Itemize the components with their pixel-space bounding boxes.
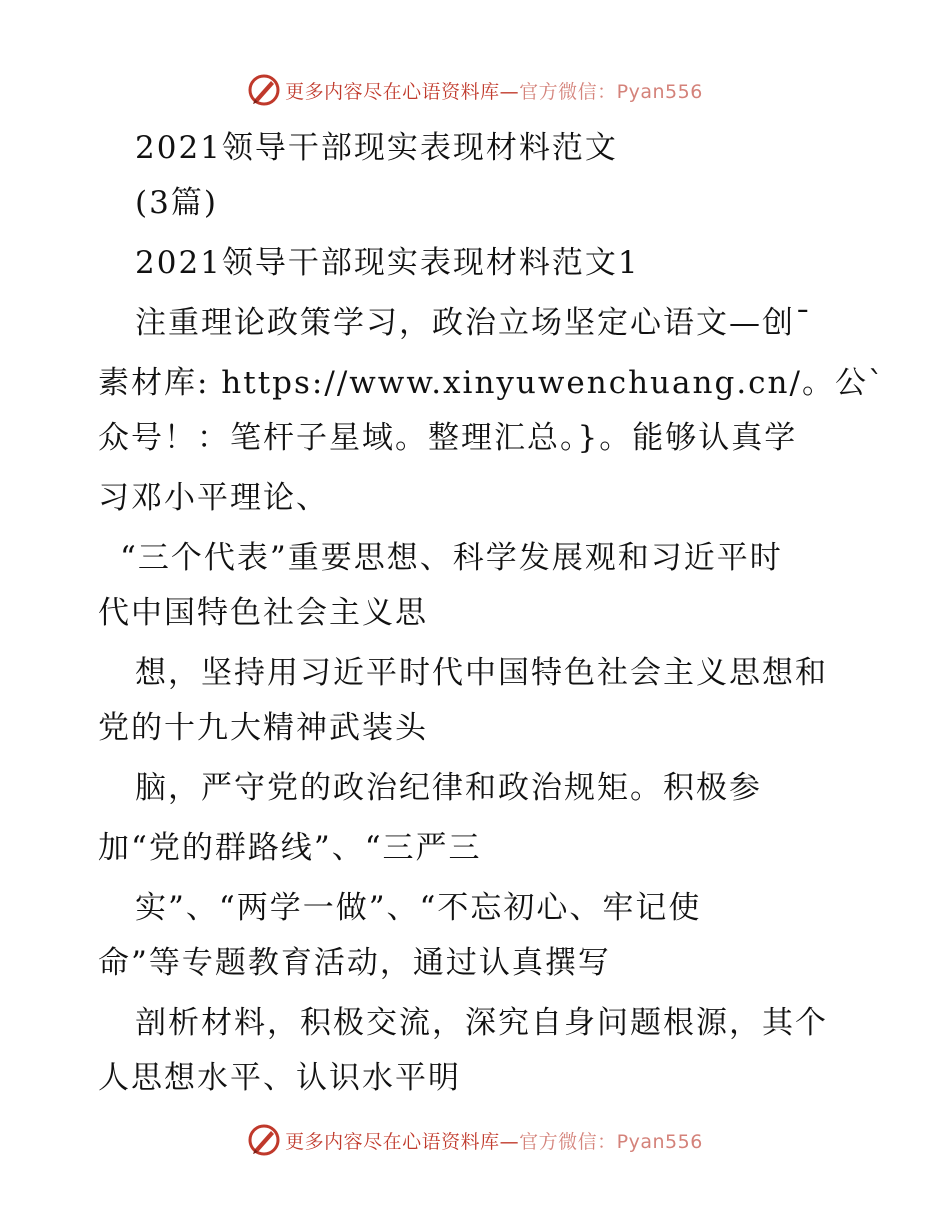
pen-logo-icon [247,73,281,107]
paragraph-line: 代中国特色社会主义思 [98,595,428,631]
paragraph-line: 注重理论政策学习，政治立场坚定心语文—创¯ [135,305,813,341]
paragraph-line: 众号！：笔杆子星域。整理汇总。}。能够认真学 [98,420,798,456]
paragraph-line: 脑，严守党的政治纪律和政治规矩。积极参 [135,770,762,806]
footer-banner [0,1120,950,1160]
pen-logo-icon [247,1123,281,1157]
doc-subtitle: (3篇) [135,185,218,221]
doc-title: 2021领导干部现实表现材料范文 [135,130,618,166]
paragraph-line: 加“党的群路线”、“三严三 [98,830,482,866]
header-banner [0,70,950,110]
banner-text: 更多内容尽在心语资料库—官方微信：Pyan556 [285,1130,703,1153]
paragraph-line: 剖析材料，积极交流，深究自身问题根源，其个 [135,1005,828,1041]
paragraph-line: 想，坚持用习近平时代中国特色社会主义思想和 [135,655,828,691]
paragraph-line: “三个代表”重要思想、科学发展观和习近平时 [120,540,783,576]
paragraph-line: 党的十九大精神武装头 [98,710,428,746]
paragraph-line: 人思想水平、认识水平明 [98,1060,461,1096]
paragraph-line: 习邓小平理论、 [98,480,329,516]
paragraph-line: 素材库: https://www.xinyuwenchuang.cn/。公` [98,365,886,401]
paragraph-line: 实”、“两学一做”、“不忘初心、牢记使 [135,890,702,926]
paragraph-line: 命”等专题教育活动，通过认真撰写 [98,945,611,981]
section-heading: 2021领导干部现实表现材料范文1 [135,245,640,281]
banner-text: 更多内容尽在心语资料库—官方微信：Pyan556 [285,80,703,103]
